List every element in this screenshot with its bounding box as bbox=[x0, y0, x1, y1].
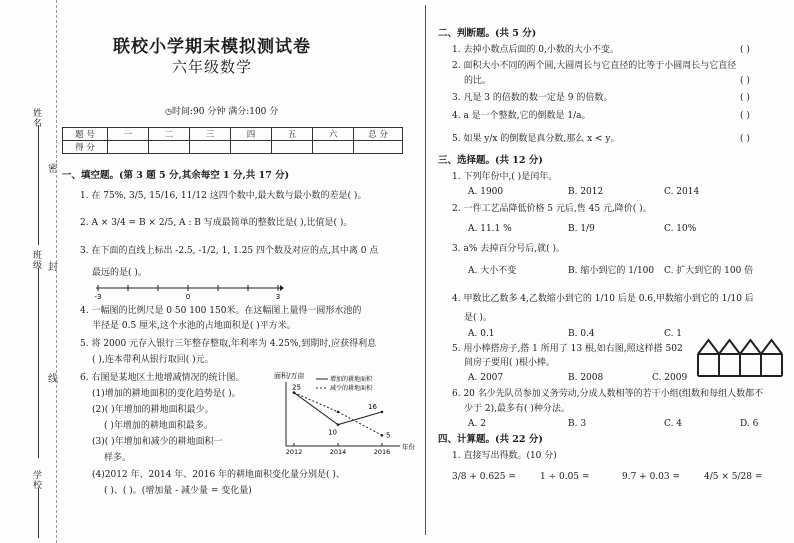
s2-q2-answer[interactable]: ( ) bbox=[740, 76, 750, 86]
stick-houses bbox=[698, 340, 782, 376]
score-header-cell: 题 号 bbox=[63, 128, 108, 141]
chart-x-label: 年份 bbox=[402, 443, 415, 451]
score-input-cell[interactable] bbox=[272, 141, 313, 154]
chart-legend bbox=[316, 375, 373, 392]
score-header-cell: 四 bbox=[231, 128, 272, 141]
s3-q3-opt-b[interactable]: B. 缩小到它的 1/100 bbox=[568, 266, 655, 276]
section4-heading: 四、计算题。(共 22 分) bbox=[438, 434, 543, 445]
s1-q6-2b: ( )年增加的耕地面积最多。 bbox=[104, 421, 213, 431]
calc-item: 3/8 + 0.625 = bbox=[452, 472, 516, 482]
s3-q6-opt-b[interactable]: B. 3 bbox=[568, 419, 587, 429]
score-header-cell: 总 分 bbox=[354, 128, 403, 141]
house-roof bbox=[761, 340, 782, 354]
s3-q2-opt-a[interactable]: A. 11.1 % bbox=[468, 224, 512, 234]
s2-q1-answer[interactable]: ( ) bbox=[740, 45, 750, 55]
score-header-cell: 五 bbox=[272, 128, 313, 141]
s3-q4-opt-c[interactable]: C. 1 bbox=[664, 329, 683, 339]
chart-series-line bbox=[294, 393, 382, 436]
s2-q1: 1. 去掉小数点后面的 0,小数的大小不变。 bbox=[452, 45, 619, 55]
score-table-row bbox=[63, 141, 403, 154]
chart-x-tick-label: 2016 bbox=[373, 448, 391, 456]
s3-q5-line2: 间房子要用( )根小棒。 bbox=[464, 358, 555, 368]
class-line bbox=[38, 268, 39, 458]
number-line-label: -3 bbox=[94, 293, 102, 301]
s3-q2: 2. 一件工艺品降低价格 5 元后,售 45 元,降价( )。 bbox=[452, 204, 652, 214]
name-line bbox=[38, 125, 39, 245]
s3-q4-opt-b[interactable]: B. 0.4 bbox=[568, 329, 595, 339]
s1-q6-1: (1)增加的耕地面积的变化趋势是( )。 bbox=[92, 389, 241, 399]
section3-heading: 三、选择题。(共 12 分) bbox=[438, 155, 543, 166]
number-line bbox=[94, 282, 284, 302]
house-roof bbox=[698, 340, 719, 354]
s3-q5-opt-b[interactable]: B. 2008 bbox=[568, 373, 604, 383]
calc-item: 4/5 × 5/28 = bbox=[704, 472, 763, 482]
binding-margin bbox=[0, 0, 58, 543]
s1-q6-3b: 样多。 bbox=[104, 453, 132, 463]
class-label: 班级 bbox=[31, 250, 41, 270]
s3-q5-opt-a[interactable]: A. 2007 bbox=[468, 373, 504, 383]
s2-q2-line1: 2. 面积大小不同的两个圆,大圆周长与它直径的比等于小圆周长与它直径 bbox=[452, 61, 737, 71]
school-label: 学校 bbox=[31, 470, 41, 490]
s3-q5-opt-c[interactable]: C. 2009 bbox=[652, 373, 688, 383]
s1-q1: 1. 在 75%, 3/5, 15/16, 11/12 这四个数中,最大数与最小数的差是( )。 bbox=[80, 191, 367, 201]
s3-q3-opt-a[interactable]: A. 大小不变 bbox=[468, 266, 517, 276]
chart-point bbox=[337, 423, 340, 426]
s3-q1-opt-a[interactable]: A. 1900 bbox=[468, 187, 504, 197]
s1-q6-2a: (2)( )年增加的耕地面积最少。 bbox=[92, 405, 214, 415]
chart-point bbox=[381, 411, 384, 414]
number-line-label: 0 bbox=[185, 293, 191, 301]
score-table-row bbox=[63, 128, 403, 141]
s3-q1-opt-b[interactable]: B. 2012 bbox=[568, 187, 604, 197]
s3-q2-opt-c[interactable]: C. 10% bbox=[664, 224, 697, 234]
s3-q4-opt-a[interactable]: A. 0.1 bbox=[468, 329, 495, 339]
calc-item: 9.7 + 0.03 = bbox=[622, 472, 681, 482]
score-input-cell[interactable] bbox=[313, 141, 354, 154]
chart-x-tick-label: 2014 bbox=[329, 448, 347, 456]
house-roof bbox=[740, 340, 761, 354]
s1-q2: 2. A × 3/4 = B × 2/5, A : B 写成最简单的整数比是( ),比值是( )。 bbox=[80, 218, 353, 228]
section1-heading: 一、填空题。(第 3 题 5 分,其余每空 1 分,共 17 分) bbox=[62, 170, 290, 181]
chart-title: 面积/万亩 bbox=[274, 372, 305, 380]
score-header-cell: 二 bbox=[149, 128, 190, 141]
s3-q3-opt-c[interactable]: C. 扩大到它的 100 倍 bbox=[664, 266, 754, 276]
score-input-cell[interactable] bbox=[354, 141, 403, 154]
score-header-cell: 六 bbox=[313, 128, 354, 141]
chart-point bbox=[293, 391, 296, 394]
chart-x-tick-label: 2012 bbox=[285, 448, 303, 456]
time-info: ◷时间:90 分钟 满分:100 分 bbox=[165, 107, 279, 117]
s1-q5-line1: 5. 将 2000 元存入银行三年整存整取,年利率为 4.25%,到期时,应获得利息 bbox=[80, 339, 377, 349]
school-line bbox=[38, 488, 39, 538]
s2-q3-answer[interactable]: ( ) bbox=[740, 93, 750, 103]
legend-increase: 增加的耕地面积 bbox=[330, 376, 373, 383]
s1-q5-line2: ( ),连本带利从银行取回( )元。 bbox=[92, 355, 214, 365]
house-roof bbox=[719, 340, 740, 354]
s2-q4: 4. a 是一个整数,它的倒数是 1/a。 bbox=[452, 111, 591, 121]
land-change-chart bbox=[272, 370, 422, 456]
seal-char-xian: 线 bbox=[48, 374, 58, 385]
s1-q6-3a: (3)( )年增加和减少的耕地面积一 bbox=[92, 437, 223, 447]
s3-q2-opt-b[interactable]: B. 1/9 bbox=[568, 224, 595, 234]
s4-q1: 1. 直接写出得数。(10 分) bbox=[452, 451, 557, 461]
s1-q4-line2: 半径是 0.5 厘米,这个水池的占地面积是( )平方米。 bbox=[92, 321, 296, 331]
s1-q6-4a: (4)2012 年、2014 年、2016 年的耕地面积变化量分别是( )、 bbox=[92, 470, 345, 480]
s1-q6-4b: ( )、( )。(增加量 - 减少量 = 变化量) bbox=[104, 486, 252, 496]
score-input-cell[interactable] bbox=[108, 141, 149, 154]
seal-char-mi: 密 bbox=[48, 164, 58, 175]
s2-q5-answer[interactable]: ( ) bbox=[740, 134, 750, 144]
chart-marks bbox=[286, 384, 391, 456]
s1-q6: 6. 右图是某地区土地增减情况的统计图。 bbox=[80, 373, 245, 383]
score-table bbox=[62, 127, 403, 154]
chart-data-label: 16 bbox=[368, 402, 377, 411]
score-input-cell[interactable] bbox=[231, 141, 272, 154]
number-line-arrow bbox=[280, 285, 284, 291]
chart-data-label: 10 bbox=[328, 428, 337, 437]
s3-q4-line1: 4. 甲数比乙数多 4,乙数缩小到它的 1/10 后是 0.6,甲数缩小到它的 1/10 后 bbox=[452, 294, 754, 304]
chart-data-label: 25 bbox=[292, 383, 301, 392]
calc-item: 1 ÷ 0.05 = bbox=[540, 472, 590, 482]
number-line-label: 3 bbox=[275, 293, 281, 301]
s3-q6-opt-d[interactable]: D. 6 bbox=[740, 419, 759, 429]
s3-q6-opt-c[interactable]: C. 4 bbox=[664, 419, 683, 429]
s3-q5-line1: 5. 用小棒搭房子,搭 1 所用了 13 根,如右图,照这样搭 502 bbox=[452, 344, 683, 354]
s2-q3: 3. 凡是 3 的倍数的数一定是 9 的倍数。 bbox=[452, 93, 613, 103]
chart-point bbox=[337, 411, 340, 414]
exam-title: 联校小学期末模拟测试卷 bbox=[113, 37, 311, 57]
s1-q4-line1: 4. 一幅图的比例尺是 0 50 100 150米。在这幅图上量得一圆形水池的 bbox=[80, 306, 362, 316]
score-header-cell: 三 bbox=[190, 128, 231, 141]
cut-line bbox=[56, 0, 57, 543]
s3-q1: 1. 下列年份中,( )是闰年。 bbox=[452, 172, 558, 182]
s3-q1-opt-c[interactable]: C. 2014 bbox=[664, 187, 700, 197]
s1-q3-line2: 最远的是( )。 bbox=[92, 268, 147, 278]
section2-heading: 二、判断题。(共 5 分) bbox=[438, 28, 537, 39]
s3-q6-opt-a[interactable]: A. 2 bbox=[468, 419, 486, 429]
clock-icon: ◷ bbox=[165, 107, 172, 116]
s3-q6-line1: 6. 20 名少先队员参加义务劳动,分成人数相等的若干小组(组数和每组人数都不 bbox=[452, 389, 764, 399]
exam-subtitle: 六年级数学 bbox=[171, 58, 252, 76]
score-label-cell: 得 分 bbox=[63, 141, 108, 154]
s3-q6-line2: 少于 2),最多有( )种分法。 bbox=[464, 404, 570, 414]
stick-houses-figure bbox=[694, 336, 786, 380]
s3-q4-line2: 是( )。 bbox=[464, 313, 492, 323]
score-header-cell: 一 bbox=[108, 128, 149, 141]
column-divider bbox=[425, 5, 426, 535]
chart-data-label: 5 bbox=[386, 431, 391, 440]
legend-decrease: 减少的耕地面积 bbox=[330, 385, 373, 392]
s2-q2-line2: 的比。 bbox=[464, 76, 492, 86]
name-label: 姓名 bbox=[31, 108, 41, 128]
s2-q5: 5. 如果 y/x 的倒数是真分数,那么 x < y。 bbox=[452, 134, 620, 144]
score-input-cell[interactable] bbox=[149, 141, 190, 154]
s2-q4-answer[interactable]: ( ) bbox=[740, 111, 750, 121]
seal-char-feng: 封 bbox=[48, 262, 58, 273]
chart-point bbox=[381, 434, 384, 437]
s3-q3: 3. a% 去掉百分号后,就( )。 bbox=[452, 244, 565, 254]
s1-q3-line1: 3. 在下面的直线上标出 -2.5, -1/2, 1, 1.25 四个数及对应的点,其中离 0 点 bbox=[80, 246, 379, 256]
score-input-cell[interactable] bbox=[190, 141, 231, 154]
